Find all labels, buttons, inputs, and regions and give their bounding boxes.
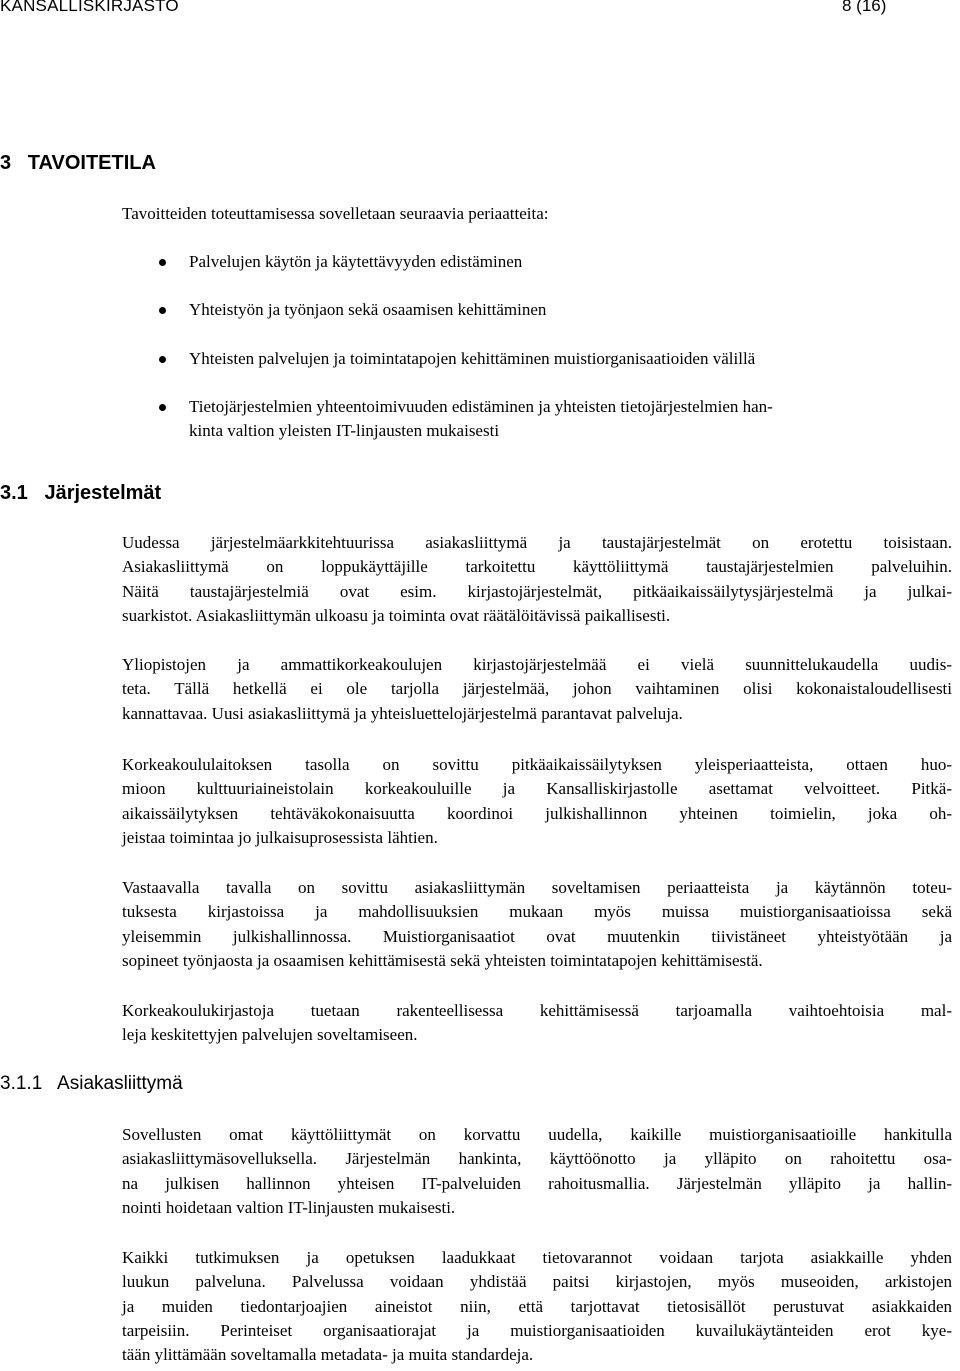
paragraph-line: aikaissäilytyksen tehtäväkokonaisuutta koordinoi julkishallinnon yhteinen toimielin, joka oh-	[122, 803, 952, 823]
paragraph-line: Vastaavalla tavalla on sovittu asiakasliittymän soveltamisen periaatteista ja käytännön toteu-	[122, 878, 952, 897]
list-item-text: Yhteistyön ja työnjaon sekä osaamisen kehittäminen	[189, 300, 547, 320]
paragraph-line: Sovellusten omat käyttöliittymät on korvattu uudella, kaikille muistiorganisaatioille hankitulla	[122, 1125, 952, 1144]
list-item	[122, 347, 952, 371]
bullet-icon	[159, 404, 166, 411]
paragraph-line: na julkisen hallinnon yhteisen IT-palveluiden rahoitusmallia. Järjestelmän ylläpito ja hallin-	[122, 1173, 952, 1193]
paragraph-line: suarkistot. Asiakasliittymän ulkoasu ja toiminta ovat räätälöitävissä paikallisesti.	[122, 605, 671, 625]
document-header-title: KANSALLISKIRJASTO	[0, 0, 179, 15]
paragraph-line: Asiakasliittymä on loppukäyttäjille tarkoitettu käyttöliittymä taustajärjestelmien palveluihin.	[122, 557, 952, 577]
paragraph-line: nointi hoidetaan valtion IT-linjausten mukaisesti.	[122, 1197, 456, 1217]
paragraph-line: leja keskitettyjen palvelujen soveltamiseen.	[122, 1025, 418, 1045]
paragraph	[122, 1123, 952, 1220]
paragraph-line: tään ylittämään soveltamalla metadata- ja muita standardeja.	[122, 1345, 534, 1365]
paragraph-line: Kaikki tutkimuksen ja opetuksen laadukkaat tietovarannot voidaan tarjota asiakkaille yhden	[122, 1248, 952, 1267]
paragraph-line: Uudessa järjestelmäarkkitehtuurissa asiakasliittymä ja taustajärjestelmät on erotettu toisistaan.	[122, 533, 952, 552]
paragraph	[122, 753, 952, 850]
bullet-icon	[159, 259, 166, 266]
paragraph-line: Korkeakoululaitoksen tasolla on sovittu pitkäaikaissäilytyksen yleisperiaatteista, ottaen huo-	[122, 755, 952, 774]
paragraph-line: mioon kulttuuriaineistolain korkeakouluille ja Kansalliskirjastolle asettamat velvoitteet. Pitkä-	[122, 779, 952, 799]
list-item-text: Yhteisten palvelujen ja toimintatapojen kehittäminen muistiorganisaatioiden välillä	[189, 348, 756, 368]
paragraph-line: teta. Tällä hetkellä ei ole tarjolla järjestelmää, johon vaihtaminen olisi kokonaistaloudellisesti	[122, 679, 952, 699]
paragraph-line: tarpeisiin. Perinteiset organisaatiorajat ja muistiorganisaatioiden kuvailukäytänteiden erot kye-	[122, 1320, 952, 1340]
list-item-text: Tietojärjestelmien yhteentoimivuuden edistäminen ja yhteisten tietojärjestelmien han-	[189, 396, 773, 416]
list-item-text: Palvelujen käytön ja käytettävyyden edistäminen	[189, 252, 523, 271]
paragraph-line: jeistaa toimintaa jo julkaisuprosessista lähtien.	[122, 827, 438, 847]
intro-paragraph	[122, 202, 952, 226]
paragraph	[122, 876, 952, 973]
list-item	[122, 298, 952, 322]
intro-line: Tavoitteiden toteuttamisessa sovelletaan seuraavia periaatteita:	[122, 204, 549, 223]
section-heading-tavoitetila: 3 TAVOITETILA	[0, 152, 156, 174]
section-heading-jarjestelmat: 3.1 Järjestelmät	[0, 482, 162, 504]
paragraph-line: ja muiden tiedontarjoajien aineistot niin, että tarjottavat tietosisällöt perustuvat asiakkaiden	[122, 1296, 952, 1316]
paragraph	[122, 999, 952, 1048]
list-item-text: kinta valtion yleisten IT-linjausten mukaisesti	[189, 421, 500, 441]
page-number: 8 (16)	[842, 0, 887, 15]
paragraph-line: Korkeakoulukirjastoja tuetaan rakenteellisessa kehittämisessä tarjoamalla vaihtoehtoisia mal-	[122, 1001, 952, 1020]
paragraph-line: tuksesta kirjastoissa ja mahdollisuuksien mukaan myös muissa muistiorganisaatioissa sekä	[122, 902, 952, 922]
paragraph	[122, 1246, 952, 1367]
principles-list	[122, 250, 952, 467]
paragraph-line: asiakasliittymäsovelluksella. Järjestelmän hankinta, käyttöönotto ja ylläpito on rahoitettu osa-	[122, 1149, 952, 1169]
paragraph-line: yleisemmin julkishallinnossa. Muistiorganisaatiot ovat muutenkin tiivistäneet yhteistyötään ja	[122, 926, 952, 946]
paragraph-line: kannattavaa. Uusi asiakasliittymä ja yhteisluettelojärjestelmä parantavat palveluja.	[122, 703, 683, 723]
bullet-icon	[159, 356, 166, 363]
list-item	[122, 250, 952, 274]
paragraph	[122, 531, 952, 628]
paragraph-line: sopineet työnjaosta ja osaamisen kehittämisestä sekä yhteisten toimintatapojen kehittämisestä.	[122, 950, 763, 970]
subsection-heading-asiakasliittyma: 3.1.1 Asiakasliittymä	[0, 1073, 183, 1094]
paragraph-line: Näitä taustajärjestelmiä ovat esim. kirjastojärjestelmät, pitkäaikaissäilytysjärjestelmä ja julkai-	[122, 581, 952, 601]
list-item	[122, 395, 952, 444]
bullet-icon	[159, 307, 166, 314]
paragraph-line: Yliopistojen ja ammattikorkeakoulujen kirjastojärjestelmää ei vielä suunnittelukaudella uudis-	[122, 655, 952, 674]
paragraph	[122, 653, 952, 726]
paragraph-line: luukun palveluna. Palvelussa voidaan yhdistää paitsi kirjastojen, myös museoiden, arkistojen	[122, 1272, 952, 1292]
